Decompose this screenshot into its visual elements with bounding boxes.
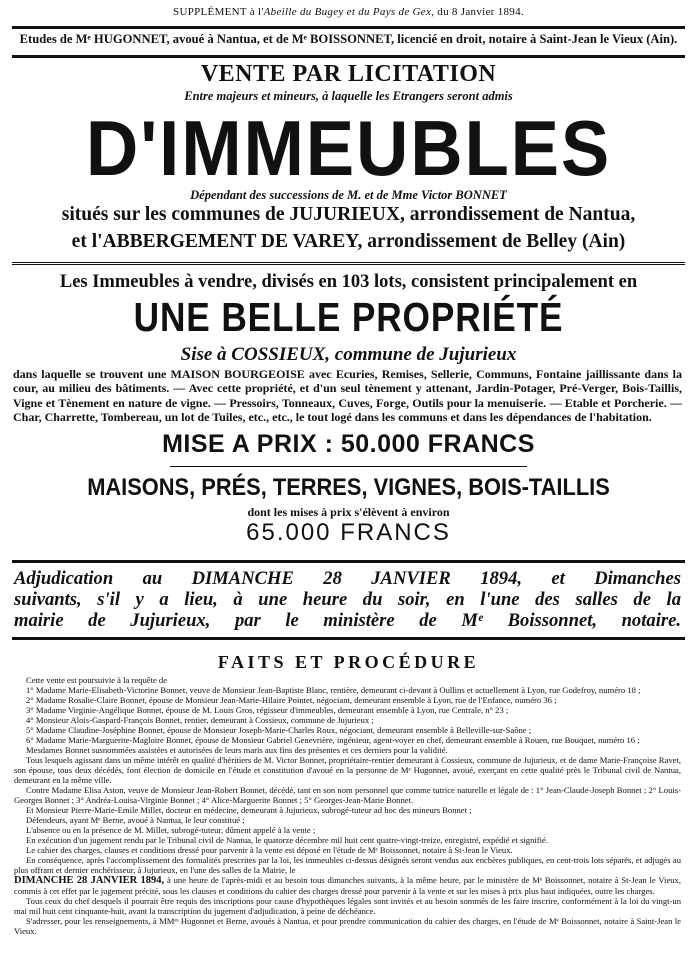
supplement-date: du 8 Janvier 1894. — [437, 6, 524, 18]
procedure-paragraph: 6° Madame Marie-Marguerite-Magloire Bonnet, épouse de Monsieur Gabriel Genevrière, ingénieur, agent-voyer en chef, demeurant ensemble à Rouen, rue Bouquet, numéro 16 ; — [26, 735, 640, 745]
procedure-paragraph: 5° Madame Claudine-Joséphine Bonnet, épouse de Monsieur Joseph-Marie-Charles Roux, négociant, demeurant ensemble à Belleville-sur-Saône ; — [26, 725, 532, 735]
main-title: D'IMMEUBLES — [85, 104, 612, 192]
procedure-continuation: à une heure de l'après-midi et au besoin tous dimanches suivants, à la même heure, par le ministère de Mᵉ Boissonnet, notaire à St-Jean le Vieux, commis à cet effet par le jugement précité, sous les clauses et conditions du cahier des charges dressé pour parvenir à la vente et sur les mises à prix plus haut indiquées, outre les charges. — [14, 875, 682, 896]
procedure-paragraph: 2° Madame Rosalie-Claire Bonnet, épouse de Monsieur Jean-Marie-Hilaire Pointet, négociant, demeurant ensemble à Lyon, rue de l'Enfance, numéro 36 ; — [26, 695, 557, 705]
dependant-line: Dépendant des successions de M. et de Mme Victor BONNET — [190, 188, 507, 202]
procedure-paragraph: Et Monsieur Pierre-Marie-Emile Millet, docteur en médecine, demeurant à Jujurieux, subrogé-tuteur ad hoc des mineurs Bonnet ; — [26, 805, 472, 815]
faits-title: FAITS ET PROCÉDURE — [217, 652, 480, 672]
procedure-paragraph: Cette vente est poursuivie à la requête de — [26, 675, 168, 685]
journal-name: Abeille du Bugey et du Pays de Gex, — [263, 6, 435, 18]
procedure-paragraph: 3° Madame Virginie-Angélique Bonnet, épouse de M. Louis Gros, régisseur d'immeubles, demeurant ensemble à Lyon, rue Centrale, n° 23 ; — [26, 705, 509, 715]
adjudication-block — [14, 568, 681, 631]
sise-line: Sise à COSSIEUX, commune de Jujurieux — [180, 344, 517, 365]
procedure-paragraph: Contre Madame Elisa Aston, veuve de Monsieur Jean-Robert Bonnet, décédé, tant en son nom personnel que comme tutrice naturelle et légale de : 1° Jean-Claude-Joseph Bonnet ; 2° Louis-Georges Bonnet ; 3° Andréa-Louisa-Virginie Bonnet ; 4° Alice-Marguerite Bonnet ; 5° Georges-Jean-Marie Bonnet. — [14, 785, 681, 805]
procedure-paragraph: En conséquence, après l'accomplissement des formalités prescrites par la loi, les immeubles ci-dessus désignés seront vendus aux enchères publiques, en cent-trois lots séparés, et adjugés au plus offrant et dernier enchérisseur, à Jujurieux, en l'une des salles de la Mairie, le — [14, 855, 681, 875]
total-francs: 65.000 FRANCS — [246, 519, 451, 546]
procedure-paragraph: Tous ceux du chef desquels il pourrait être requis des inscriptions pour cause d'hypothèques légales sont invités et au besoin sommés de les faire inscrire, conformément à la loi du vingt-un mai mil huit cent cinquante-huit, avant la transcription du jugement d'adjudication, à peine de déchéance. — [14, 896, 681, 916]
procedure-paragraph: Tous lesquels agissant dans un même intérêt en qualité d'héritiers de M. Victor Bonnet, propriétaire-rentier demeurant à Cossieux, commune de Jujurieux, et de dame Marie-Françoise Ravet, son épouse, tous deux décédés, font élection de domicile en l'étude et constitution d'avoué en la personne de Mᵉ Hugonnet, avoué, exerçant en cette qualité près le Tribunal civil de Nantua, demeurant en la même ville. — [14, 755, 681, 785]
supplement-prefix: SUPPLÉMENT à l' — [173, 6, 264, 18]
rule-before-faits — [12, 637, 685, 640]
adjudication-line-2: suivants, s'il y a lieu, à une heure du soir, en l'une des salles de la — [14, 589, 681, 610]
adjudication-date-emphasis: DIMANCHE 28 JANVIER 1894, — [14, 875, 165, 886]
lots-line: Les Immeubles à vendre, divisés en 103 lots, consistent principalement en — [59, 272, 638, 292]
procedure-paragraph: Défendeurs, ayant Mᵉ Berne, avoué à Nantua, le leur constitué ; — [26, 815, 245, 825]
procedure-paragraph: 1° Madame Marie-Elisabeth-Victorine Bonnet, veuve de Monsieur Jean-Baptiste Blanc, rentière, demeurant ci-devant à Oullins et actuellement à Lyon, rue Godefroy, numéro 18 ; — [26, 685, 641, 695]
procedure-paragraph: En exécution d'un jugement rendu par le Tribunal civil de Nantua, le quatorze décembre mil huit cent quatre-vingt-treize, enregistré, expédié et signifié. — [26, 835, 549, 845]
procedure-paragraph: L'absence ou en la présence de M. Millet, subrogé-tuteur, dûment appelé à la vente ; — [26, 825, 316, 835]
supplement-header — [0, 6, 697, 18]
mise-a-prix: MISE A PRIX : 50.000 FRANCS — [162, 430, 535, 458]
procedure-paragraph — [14, 875, 681, 896]
dont-line: dont les mises à prix s'élèvent à environ — [247, 505, 450, 519]
maisons-line: MAISONS, PRÉS, TERRES, VIGNES, BOIS-TAILLIS — [87, 474, 610, 501]
procedure-paragraph: S'adresser, pour les renseignements, à MMᵉˢ Hugonnet et Berne, avoués à Nantua, et pour prendre communication du cahier des charges, en l'étude de Mᵉ Boissonnet, notaire à Saint-Jean le Vieux. — [14, 916, 681, 936]
rule-below-etudes — [12, 55, 685, 58]
vente-title: VENTE PAR LICITATION — [200, 61, 497, 87]
adjudication-line-3: mairie de Jujurieux, par le ministère de Mᵉ Boissonnet, notaire. — [14, 610, 681, 631]
property-description: dans laquelle se trouvent une MAISON BOURGEOISE avec Ecuries, Remises, Sellerie, Communs, Fontaine jaillissante dans la cour, au milieu des bâtiments. — Avec cette propriété, et d'un seul tènement y attenant, Jardin-Potager, Pré-Verger, Bois-Taillis, Vigne et Tènement en nature de vigne. — Pressoirs, Tonneaux, Cuves, Forge, Outils pour la menuiserie. — Etable et Porcherie. — Char, Charrette, Tombereau, un lot de Tuiles, etc., etc., le tout logé dans les communs et dans les dépendances de l'habitation. — [13, 367, 682, 425]
rule-before-adjudication — [12, 560, 685, 563]
rule-before-lots — [12, 262, 685, 265]
procedure-paragraph: 4° Monsieur Alois-Gaspard-François Bonnet, rentier, demeurant à Cossieux, commune de Jujurieux ; — [26, 715, 374, 725]
belle-propriete-title: UNE BELLE PROPRIÉTÉ — [133, 294, 564, 340]
short-divider — [170, 466, 527, 467]
entre-majeurs-line: Entre majeurs et mineurs, à laquelle les Etrangers seront admis — [184, 89, 513, 103]
procedure-paragraph: Mesdames Bonnet susnommées assistées et autorisées de leurs maris aux fins des présentes et ces derniers pour la validité. — [26, 745, 448, 755]
procedure-paragraph: Le cahier des charges, clauses et conditions dressé pour parvenir à la vente est déposé en l'étude de Mᵉ Boissonnet, notaire à St-Jean le Vieux. — [26, 845, 513, 855]
etudes-line: Etudes de Mᵉ HUGONNET, avoué à Nantua, et de Mᵉ BOISSONNET, licencié en droit, notaire à Saint-Jean le Vieux (Ain). — [19, 32, 678, 46]
top-rule — [12, 26, 685, 29]
procedure-text — [14, 675, 681, 936]
adjudication-line-1: Adjudication au DIMANCHE 28 JANVIER 1894, et Dimanches — [14, 568, 681, 589]
abbergement-line: et l'ABBERGEMENT DE VAREY, arrondissement de Belley (Ain) — [71, 231, 626, 252]
situes-line: situés sur les communes de JUJURIEUX, arrondissement de Nantua, — [61, 204, 636, 225]
